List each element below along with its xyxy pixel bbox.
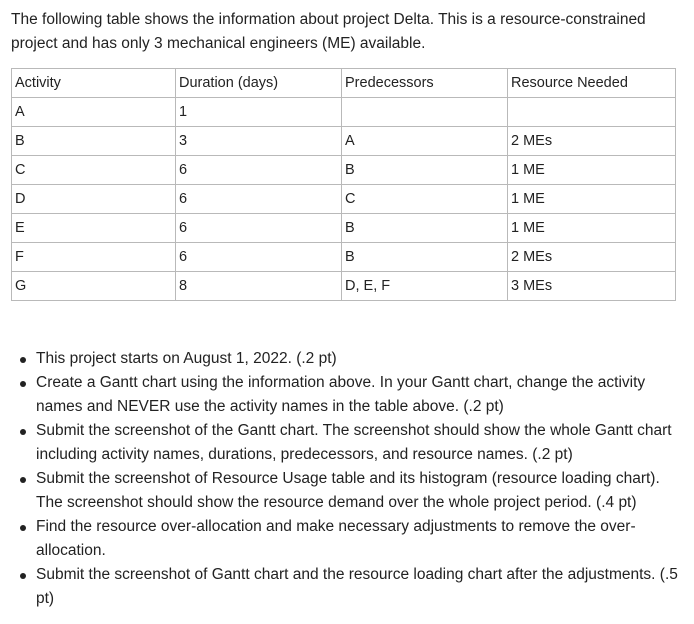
bullet-icon bbox=[20, 573, 26, 579]
cell-predecessors: C bbox=[342, 185, 508, 214]
cell-predecessors: A bbox=[342, 127, 508, 156]
list-item bbox=[36, 347, 690, 371]
cell-activity: D bbox=[12, 185, 176, 214]
cell-predecessors: D, E, F bbox=[342, 272, 508, 301]
cell-duration: 6 bbox=[176, 156, 342, 185]
cell-resource: 3 MEs bbox=[508, 272, 676, 301]
table-row bbox=[12, 127, 676, 156]
cell-duration: 6 bbox=[176, 214, 342, 243]
cell-predecessors bbox=[342, 98, 508, 127]
cell-activity: A bbox=[12, 98, 176, 127]
cell-predecessors: B bbox=[342, 243, 508, 272]
header-predecessors: Predecessors bbox=[342, 69, 508, 98]
cell-duration: 6 bbox=[176, 243, 342, 272]
bullet-icon bbox=[20, 429, 26, 435]
task-text: Submit the screenshot of Resource Usage table and its histogram (resource loading chart). The screenshot should show the resource demand over the whole project period. (.4 pt) bbox=[36, 470, 660, 511]
cell-duration: 8 bbox=[176, 272, 342, 301]
bullet-icon bbox=[20, 381, 26, 387]
table-row bbox=[12, 156, 676, 185]
cell-activity: F bbox=[12, 243, 176, 272]
task-text: Submit the screenshot of Gantt chart and the resource loading chart after the adjustments. (.5 pt) bbox=[36, 566, 678, 607]
cell-predecessors: B bbox=[342, 156, 508, 185]
table-row bbox=[12, 272, 676, 301]
table-row bbox=[12, 214, 676, 243]
project-delta-table bbox=[11, 68, 676, 301]
list-item bbox=[36, 515, 690, 563]
header-activity: Activity bbox=[12, 69, 176, 98]
cell-activity: E bbox=[12, 214, 176, 243]
cell-activity: C bbox=[12, 156, 176, 185]
task-text: Create a Gantt chart using the information above. In your Gantt chart, change the activity names and NEVER use the activity names in the table above. (.2 pt) bbox=[36, 374, 646, 415]
task-text: This project starts on August 1, 2022. (.2 pt) bbox=[36, 350, 337, 367]
cell-resource bbox=[508, 98, 676, 127]
header-resource-needed: Resource Needed bbox=[508, 69, 676, 98]
task-list bbox=[0, 347, 690, 611]
cell-duration: 1 bbox=[176, 98, 342, 127]
cell-activity: G bbox=[12, 272, 176, 301]
table-row bbox=[12, 185, 676, 214]
cell-activity: B bbox=[12, 127, 176, 156]
bullet-icon bbox=[20, 525, 26, 531]
list-item bbox=[36, 467, 690, 515]
table-row bbox=[12, 243, 676, 272]
task-text: Find the resource over-allocation and make necessary adjustments to remove the over-allocation. bbox=[36, 518, 636, 559]
list-item bbox=[36, 371, 690, 419]
table-header-row bbox=[12, 69, 676, 98]
cell-resource: 2 MEs bbox=[508, 127, 676, 156]
cell-resource: 2 MEs bbox=[508, 243, 676, 272]
bullet-icon bbox=[20, 357, 26, 363]
cell-resource: 1 ME bbox=[508, 185, 676, 214]
cell-duration: 3 bbox=[176, 127, 342, 156]
list-item bbox=[36, 419, 690, 467]
cell-predecessors: B bbox=[342, 214, 508, 243]
list-item bbox=[36, 563, 690, 611]
bullet-icon bbox=[20, 477, 26, 483]
header-duration: Duration (days) bbox=[176, 69, 342, 98]
task-text: Submit the screenshot of the Gantt chart. The screenshot should show the whole Gantt chart including activity names, durations, predecessors, and resource names. (.2 pt) bbox=[36, 422, 672, 463]
intro-paragraph: The following table shows the information about project Delta. This is a resource-constrained project and has only 3 mechanical engineers (ME) available. bbox=[11, 11, 646, 52]
cell-resource: 1 ME bbox=[508, 214, 676, 243]
cell-duration: 6 bbox=[176, 185, 342, 214]
cell-resource: 1 ME bbox=[508, 156, 676, 185]
table-row bbox=[12, 98, 676, 127]
